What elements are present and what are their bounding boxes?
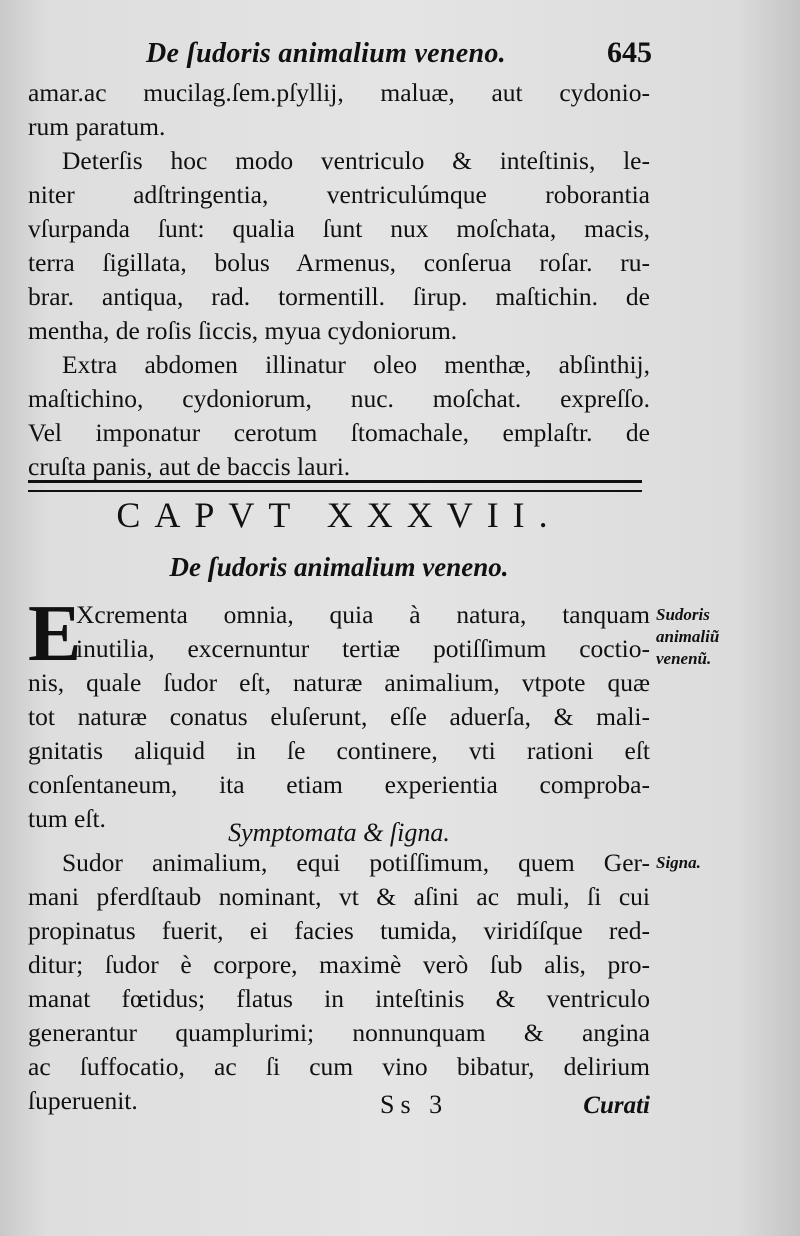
drop-cap: E bbox=[28, 590, 82, 678]
text-line: ditur; ſudor è corpore, maximè verò ſub alis, pro- bbox=[28, 950, 650, 979]
margin-note-signa: Signa. bbox=[656, 853, 701, 872]
text-line: mentha, de roſis ſiccis, myua cydoniorum. bbox=[28, 316, 458, 345]
catchword: Curati bbox=[583, 1092, 650, 1119]
text-line: propinatus fuerit, ei facies tumida, viridíſque red- bbox=[28, 916, 650, 945]
margin-note-line: animaliũ bbox=[656, 627, 720, 646]
margin-note-sudoris bbox=[656, 604, 719, 670]
running-head bbox=[28, 38, 650, 74]
divider-rule bbox=[28, 480, 642, 492]
text-line: gnitatis aliquid in ſe continere, vti rationi eſt bbox=[28, 736, 650, 765]
first-paragraph bbox=[28, 590, 650, 836]
margin-note-line: venenũ. bbox=[656, 649, 712, 668]
text-line: ac ſuffocatio, ac ſi cum vino bibatur, delirium bbox=[28, 1052, 650, 1081]
text-line: amar.ac mucilag.ſem.pſyllij, maluæ, aut cydonio- bbox=[28, 78, 650, 107]
text-line: Sudor animalium, equi potiſſimum, quem Ger- bbox=[62, 848, 650, 877]
text-line: maſtichino, cydoniorum, nuc. moſchat. expreſſo. bbox=[28, 384, 650, 413]
text-line: niter adſtringentia, ventriculúmque roborantia bbox=[28, 180, 650, 209]
running-head-title: De ſudoris animalium veneno. bbox=[146, 38, 506, 69]
text-line: brar. antiqua, rad. tormentill. ſirup. maſtichin. de bbox=[28, 282, 650, 311]
signature-mark: Ss 3 bbox=[380, 1090, 449, 1119]
second-paragraph bbox=[28, 846, 650, 1118]
text-line: cruſta panis, aut de baccis lauri. bbox=[28, 452, 351, 481]
chapter-subtitle: De ſudoris animalium veneno. bbox=[169, 552, 509, 582]
page-number: 645 bbox=[607, 36, 652, 69]
text-line: vſurpanda ſunt: qualia ſunt nux moſchata, macis, bbox=[28, 214, 650, 243]
text-line: tot naturæ conatus eluſerunt, eſſe aduerſa, & mali- bbox=[28, 702, 650, 731]
page-footer bbox=[28, 1090, 650, 1130]
top-text bbox=[28, 76, 650, 484]
text-line: manat fœtidus; flatus in inteſtinis & ventriculo bbox=[28, 984, 650, 1013]
text-line: nis, quale ſudor eſt, naturæ animalium, vtpote quæ bbox=[28, 668, 650, 697]
chapter-title: CAPVT XXXVII. bbox=[116, 495, 562, 535]
text-line: rum paratum. bbox=[28, 112, 166, 141]
text-line: inutilia, excernuntur tertiæ potiſſimum coctio- bbox=[76, 634, 650, 663]
text-line: ſuperuenit. bbox=[28, 1086, 138, 1115]
text-line: Deterſis hoc modo ventriculo & inteſtinis, le- bbox=[62, 146, 650, 175]
text-line: terra ſigillata, bolus Armenus, conſerua roſar. ru- bbox=[28, 248, 650, 277]
text-line: generantur quamplurimi; nonnunquam & angina bbox=[28, 1018, 650, 1047]
margin-note-line: Sudoris bbox=[656, 605, 710, 624]
section-heading: Symptomata & ſigna. bbox=[228, 818, 450, 847]
text-line: Extra abdomen illinatur oleo menthæ, abſinthij, bbox=[62, 350, 650, 379]
text-line: Vel imponatur cerotum ſtomachale, emplaſtr. de bbox=[28, 418, 650, 447]
text-line: conſentaneum, ita etiam experientia comproba- bbox=[28, 770, 650, 799]
text-line: tum eſt. bbox=[28, 804, 106, 833]
text-line: mani pferdſtaub nominant, vt & aſini ac muli, ſi cui bbox=[28, 882, 650, 911]
text-line: Xcrementa omnia, quia à natura, tanquam bbox=[76, 600, 650, 629]
